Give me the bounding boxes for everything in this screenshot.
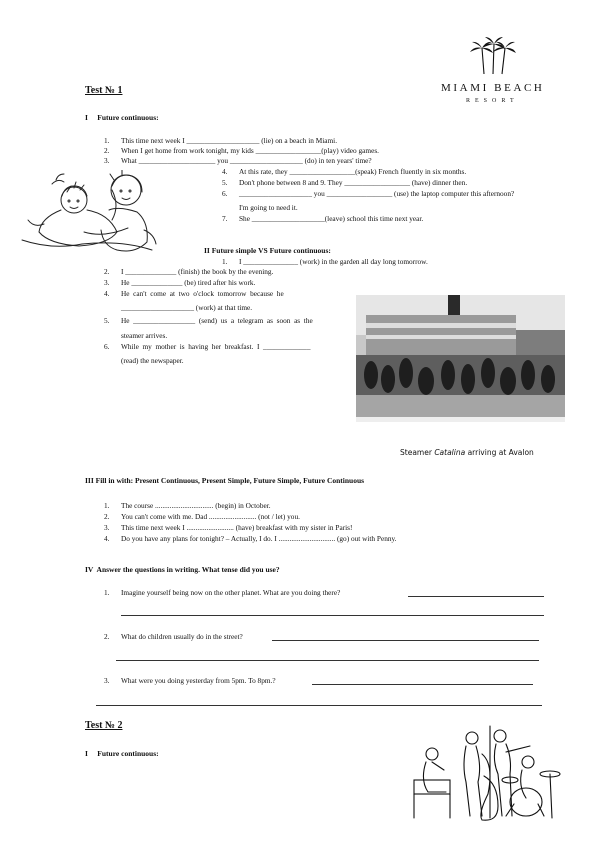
s1-item-6-text: ____________________ you __________________ (use) the laptop computer this afternoon? [239, 189, 515, 198]
steamer-photo [356, 295, 565, 422]
resort-logo [438, 36, 550, 108]
s2-item-6-cont: (read) the newspaper. [121, 356, 184, 365]
s1-item-4-text: At this rate, they __________________(speak) French fluently in six months. [239, 167, 467, 176]
s3-item-4: 4. [104, 534, 110, 543]
s4-item-2: 2. [104, 632, 110, 641]
s1-item-5-text: Don't phone between 8 and 9. They __________________ (have) dinner then. [239, 178, 468, 187]
answer-line[interactable] [312, 684, 533, 685]
s4-item-3-text: What were you doing yesterday from 5pm. To 8pm.? [121, 676, 276, 685]
s2-item-4: 4. [104, 289, 110, 298]
jazz-band-drawing-icon [410, 718, 565, 822]
s2-item-2: 2. [104, 267, 110, 276]
s3-item-1-text: The course ................................ (begin) in October. [121, 501, 271, 510]
s2-item-6-text: While my mother is having her breakfast. I _____________ [121, 342, 311, 351]
s2-item-6: 6. [104, 342, 110, 351]
children-drawing-icon [14, 170, 214, 260]
s1-item-7-text: She ____________________(leave) school this time next year. [239, 214, 424, 223]
logo-subtitle: RESORT [466, 98, 519, 104]
s4-item-3: 3. [104, 676, 110, 685]
photo-caption: Steamer Catalina arriving at Avalon [400, 448, 534, 457]
s2-item-4-cont: ____________________ (work) at that time. [121, 303, 253, 312]
s2-item-1: 1. [222, 257, 228, 266]
section3-heading: III Fill in with: Present Continuous, Present Simple, Future Simple, Future Continuous [85, 476, 365, 485]
answer-line[interactable] [116, 660, 539, 661]
s2-item-3: 3. [104, 278, 110, 287]
s3-item-3: 3. [104, 523, 110, 532]
s1-item-2: 2. [104, 146, 110, 155]
answer-line[interactable] [408, 596, 544, 597]
s1-item-4: 4. [222, 167, 228, 176]
s3-item-2-text: You can't come with me. Dad .......................... (not / let) you. [121, 512, 300, 521]
s2-item-5-text: He _________________ (send) us a telegram as soon as the [121, 316, 313, 325]
logo-title: MIAMI BEACH [441, 82, 545, 94]
steamer-photo-icon [356, 295, 565, 422]
answer-line[interactable] [121, 615, 544, 616]
s1-item-1: 1. [104, 136, 110, 145]
s3-item-4-text: Do you have any plans for tonight? – Actually, I do. I ............................... (go) out with Penny. [121, 534, 397, 543]
s1-item-6: 6. [222, 189, 228, 198]
palm-trees-icon [438, 36, 550, 86]
s3-item-1: 1. [104, 501, 110, 510]
s3-item-2: 2. [104, 512, 110, 521]
s1-item-1-text: This time next week I ____________________ (lie) on a beach in Miami. [121, 136, 338, 145]
s1-item-3-text: What _____________________ you ____________________ (do) in ten years' time? [121, 156, 372, 165]
s2-item-2-text: I ______________ (finish) the book by the evening. [121, 267, 274, 276]
answer-line[interactable] [96, 705, 542, 706]
test2-section1-heading: I Future continuous: [85, 749, 159, 758]
s1-item-7: 7. [222, 214, 228, 223]
s3-item-3-text: This time next week I .......................... (have) breakfast with my sister in Paris! [121, 523, 353, 532]
s4-item-1: 1. [104, 588, 110, 597]
test1-title: Test № 1 [85, 85, 123, 96]
s4-item-1-text: Imagine yourself being now on the other planet. What are you doing there? [121, 588, 341, 597]
section1-heading: I Future continuous: [85, 113, 159, 122]
answer-line[interactable] [272, 640, 539, 641]
section2-heading: II Future simple VS Future continuous: [204, 246, 331, 255]
s2-item-1-text: I _______________ (work) in the garden all day long tomorrow. [239, 257, 428, 266]
s1-item-3: 3. [104, 156, 110, 165]
s2-item-5: 5. [104, 316, 110, 325]
s4-item-2-text: What do children usually do in the street? [121, 632, 243, 641]
test2-title: Test № 2 [85, 720, 123, 731]
s1-item-6-cont: I'm going to need it. [239, 203, 298, 212]
section4-heading: IV Answer the questions in writing. What tense did you use? [85, 565, 280, 574]
s1-item-5: 5. [222, 178, 228, 187]
s1-item-2-text: When I get home from work tonight, my kids __________________(play) video games. [121, 146, 379, 155]
s2-item-3-text: He ______________ (be) tired after his work. [121, 278, 256, 287]
s2-item-5-cont: steamer arrives. [121, 331, 168, 340]
s2-item-4-text: He can't come at two o'clock tomorrow because he [121, 289, 284, 298]
